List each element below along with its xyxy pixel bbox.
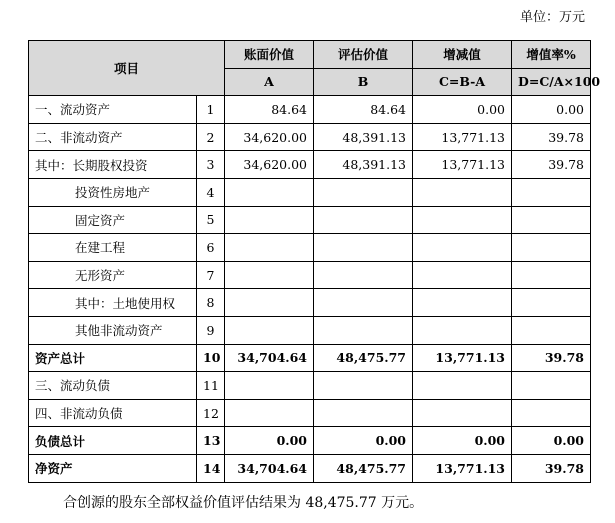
row-number: 8	[197, 289, 225, 317]
rate-cell	[512, 289, 591, 317]
appraised-value-cell	[314, 399, 413, 427]
change-cell: 0.00	[413, 96, 512, 124]
change-cell	[413, 206, 512, 234]
table-row	[29, 123, 591, 151]
header-col-a: A	[225, 68, 314, 96]
book-value-cell: 34,704.64	[225, 344, 314, 372]
row-number: 13	[197, 427, 225, 455]
unit-label: 单位：万元	[519, 10, 585, 25]
appraised-value-cell: 84.64	[314, 96, 413, 124]
row-name: 无形资产	[29, 261, 197, 289]
change-cell	[413, 261, 512, 289]
row-number: 11	[197, 372, 225, 400]
appraised-value-cell: 48,475.77	[314, 454, 413, 482]
rate-cell: 0.00	[512, 96, 591, 124]
row-number: 4	[197, 178, 225, 206]
row-name: 固定资产	[29, 206, 197, 234]
change-cell	[413, 399, 512, 427]
row-name: 其中：长期股权投资	[29, 151, 197, 179]
change-cell: 13,771.13	[413, 344, 512, 372]
header-col-b: B	[314, 68, 413, 96]
rate-cell	[512, 316, 591, 344]
change-cell	[413, 289, 512, 317]
rate-cell: 0.00	[512, 427, 591, 455]
book-value-cell	[225, 206, 314, 234]
appraised-value-cell	[314, 178, 413, 206]
row-number: 6	[197, 234, 225, 262]
row-number: 10	[197, 344, 225, 372]
table-row	[29, 96, 591, 124]
row-number: 14	[197, 454, 225, 482]
rate-cell: 39.78	[512, 151, 591, 179]
rate-cell	[512, 261, 591, 289]
book-value-cell: 34,620.00	[225, 123, 314, 151]
table-row-total-liabilities	[29, 427, 591, 455]
change-cell: 0.00	[413, 427, 512, 455]
table-row	[29, 206, 591, 234]
appraised-value-cell: 48,391.13	[314, 123, 413, 151]
row-number: 3	[197, 151, 225, 179]
row-name: 负债总计	[29, 427, 197, 455]
row-number: 12	[197, 399, 225, 427]
change-cell: 13,771.13	[413, 454, 512, 482]
row-name: 其他非流动资产	[29, 316, 197, 344]
row-name: 净资产	[29, 454, 197, 482]
row-name: 一、流动资产	[29, 96, 197, 124]
row-number: 9	[197, 316, 225, 344]
rate-cell: 39.78	[512, 454, 591, 482]
table-row	[29, 399, 591, 427]
appraised-value-cell	[314, 372, 413, 400]
rate-cell	[512, 178, 591, 206]
row-number: 5	[197, 206, 225, 234]
book-value-cell: 0.00	[225, 427, 314, 455]
rate-cell: 39.78	[512, 123, 591, 151]
change-cell	[413, 234, 512, 262]
header-col-d: D=C/A×100	[512, 68, 591, 96]
header-rate: 增值率%	[512, 41, 591, 69]
change-cell	[413, 316, 512, 344]
book-value-cell	[225, 289, 314, 317]
row-name: 二、非流动资产	[29, 123, 197, 151]
header-appraised-value: 评估价值	[314, 41, 413, 69]
header-item: 项目	[29, 41, 225, 96]
book-value-cell	[225, 234, 314, 262]
book-value-cell	[225, 372, 314, 400]
book-value-cell: 34,704.64	[225, 454, 314, 482]
appraised-value-cell	[314, 234, 413, 262]
row-name: 四、非流动负债	[29, 399, 197, 427]
header-change: 增减值	[413, 41, 512, 69]
row-name: 其中：土地使用权	[29, 289, 197, 317]
appraised-value-cell	[314, 206, 413, 234]
table-row	[29, 234, 591, 262]
book-value-cell: 84.64	[225, 96, 314, 124]
table-row	[29, 289, 591, 317]
row-name: 投资性房地产	[29, 178, 197, 206]
table-row	[29, 178, 591, 206]
row-number: 7	[197, 261, 225, 289]
appraised-value-cell	[314, 316, 413, 344]
valuation-table	[28, 40, 601, 483]
change-cell: 13,771.13	[413, 123, 512, 151]
row-name: 资产总计	[29, 344, 197, 372]
row-number: 1	[197, 96, 225, 124]
row-name: 三、流动负债	[29, 372, 197, 400]
table-row	[29, 372, 591, 400]
book-value-cell	[225, 261, 314, 289]
table-row	[29, 316, 591, 344]
book-value-cell	[225, 316, 314, 344]
book-value-cell: 34,620.00	[225, 151, 314, 179]
row-name: 在建工程	[29, 234, 197, 262]
appraised-value-cell: 0.00	[314, 427, 413, 455]
rate-cell	[512, 372, 591, 400]
change-cell	[413, 178, 512, 206]
appraised-value-cell	[314, 289, 413, 317]
table-row	[29, 151, 591, 179]
change-cell	[413, 372, 512, 400]
book-value-cell	[225, 178, 314, 206]
table-row	[29, 261, 591, 289]
appraised-value-cell	[314, 261, 413, 289]
change-cell: 13,771.13	[413, 151, 512, 179]
table-row-total-assets	[29, 344, 591, 372]
rate-cell	[512, 399, 591, 427]
footer-paragraph: 合创源的股东全部权益价值评估结果为 48,475.77 万元。	[63, 495, 424, 511]
rate-cell	[512, 206, 591, 234]
header-book-value: 账面价值	[225, 41, 314, 69]
rate-cell	[512, 234, 591, 262]
rate-cell: 39.78	[512, 344, 591, 372]
table-row-net-assets	[29, 454, 591, 482]
appraised-value-cell: 48,475.77	[314, 344, 413, 372]
book-value-cell	[225, 399, 314, 427]
appraised-value-cell: 48,391.13	[314, 151, 413, 179]
row-number: 2	[197, 123, 225, 151]
header-col-c: C=B-A	[413, 68, 512, 96]
table-header	[29, 41, 601, 96]
